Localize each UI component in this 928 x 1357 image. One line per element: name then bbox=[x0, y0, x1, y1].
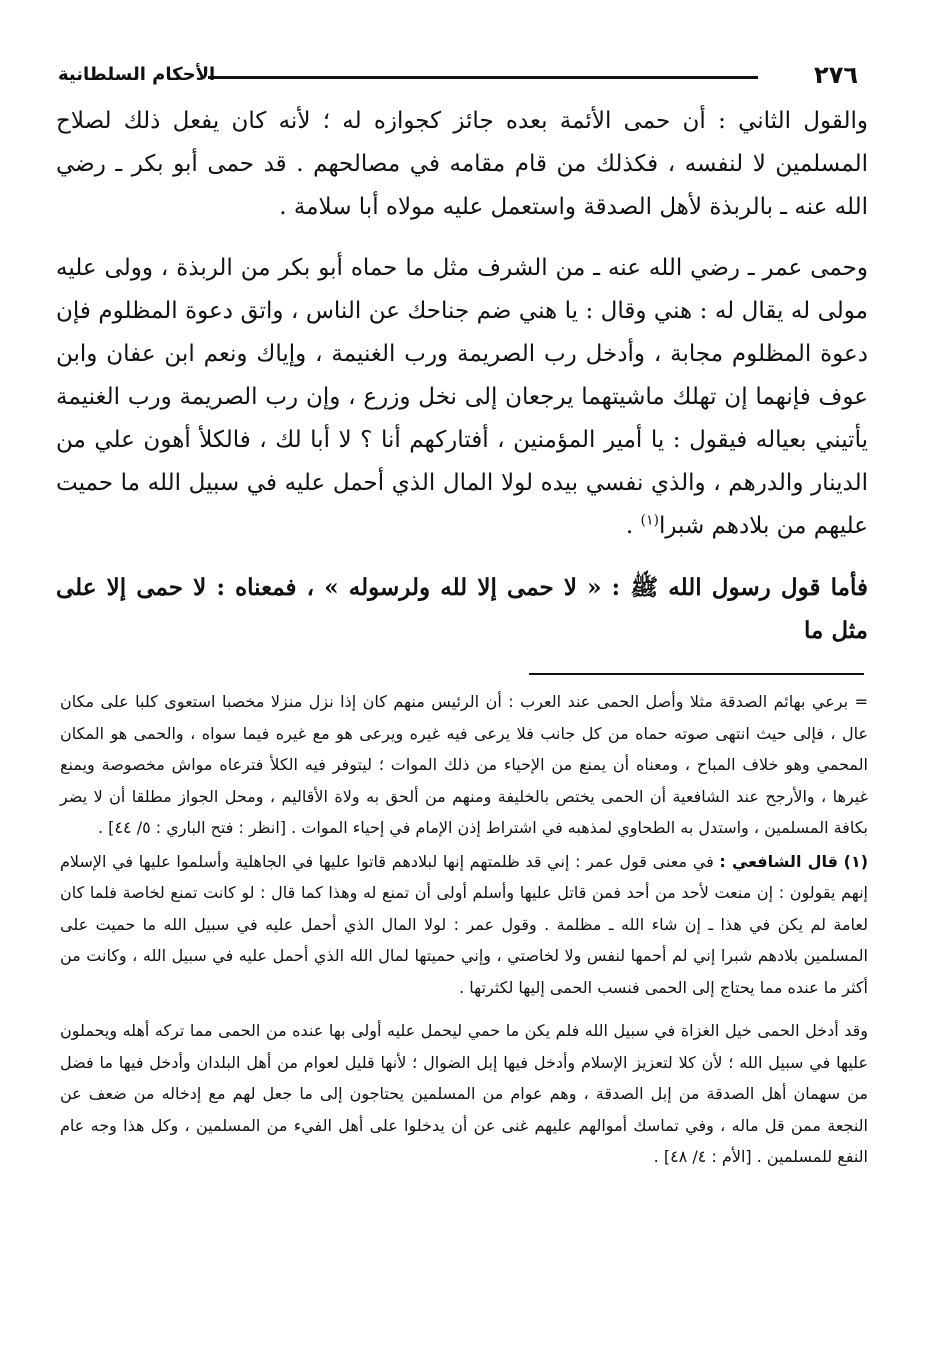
main-text bbox=[56, 100, 868, 670]
main-paragraph-text: فأما قول رسول الله ﷺ : « لا حمى إلا لله ولرسوله » ، فمعناه : لا حمى إلا على مثل ما bbox=[56, 574, 868, 644]
running-title: الأحكام السلطانية bbox=[58, 64, 216, 85]
footnote-marker: (١) bbox=[640, 512, 659, 529]
main-paragraph bbox=[56, 566, 868, 652]
footnote-continuation: = برعي بهائم الصدقة مثلا وأصل الحمى عند العرب : أن الرئيس منهم كان إذا نزل منزلا مخصبا استعوى كلبا على مكان عال ، فإلى حيث انتهى صوته حماه من كل جانب فلا يرعى فيه غيره ويرعى هو مع غيره فيما سواه ، والحمى هو المكان المحمي وهو خلاف المباح ، ومعناه أن يمنع من الإحياء من ذلك الموات ؛ ليتوفر فيه الكلأ فترعاه مواش مخصوصة ويمنع غيرها ، والأرجح عند الشافعية أن الحمى يختص بالخليفة ومنهم من ألحق به ولاة الأقاليم ، ومحل الجواز مطلقا أن لا يضر بكافة المسلمين ، واستدل به الطحاوي لمذهبه في اشتراط إذن الإمام في إحياء الموات . [انظر : فتح الباري : ٥/ ٤٤] . bbox=[60, 692, 868, 837]
footnote-1 bbox=[60, 846, 868, 1004]
header-rule bbox=[208, 76, 758, 79]
footnote-1-continued: وقد أدخل الحمى خيل الغزاة في سبيل الله فلم يكن ما حمي ليحمل عليه أولى بها عنده من الحمى مما تركه أهله ويحملون عليها في سبيل الله ؛ لأن كلا لتعزيز الإسلام وأدخل فيها إبل الضوال ؛ لأنها قليل لعوام من أهل البلدان وأدخل فيها ما فضل من سهمان أهل الصدقة من إبل الصدقة ، وهم عوام من المسلمين يحتاجون إلى ما جعل لهم مع إدخاله من ضعف عن النجعة ممن قل ماله ، وفي تماسك أموالهم عليهم غنى عن أن يدخلوا على أهل الفيء من المسلمين ، وكل هذا وجه عام النفع للمسلمين . [الأم : ٤/ ٤٨] . bbox=[60, 1021, 868, 1166]
footnote-number: (١) bbox=[843, 851, 869, 871]
page-header bbox=[58, 60, 858, 94]
footnote-label: قال الشافعي : bbox=[719, 851, 838, 871]
footnotes bbox=[60, 686, 868, 1173]
main-paragraph-text: وحمى عمر ـ رضي الله عنه ـ من الشرف مثل ما حماه أبو بكر من الربذة ، وولى عليه مولى له يقال له : هني وقال : يا هني ضم جناحك عن الناس ، واتق دعوة المظلوم فإن دعوة المظلوم مجابة ، وأدخل رب الصريمة ورب الغنيمة ، وإياك ونعم ابن عفان وابن عوف فإنهما إن تهلك ماشيتهما يرجعان إلى نخل وزرع ، وإن رب الصريمة ورب الغنيمة يأتيني بعياله فيقول : يا أمير المؤمنين ، أفتاركهم أنا ؟ لا أبا لك ، فالكلأ أهون علي من الدينار والدرهم ، والذي نفسي بيده لولا المال الذي أحمل عليه في سبيل الله ما حميت عليهم من بلادهم شبرا bbox=[56, 255, 868, 539]
footnote-separator bbox=[529, 673, 864, 675]
main-paragraph-text: والقول الثاني : أن حمى الأئمة بعده جائز كجوازه له ؛ لأنه كان يفعل ذلك لصلاح المسلمين لا لنفسه ، فكذلك من قام مقامه في مصالحهم . قد حمى أبو بكر ـ رضي الله عنه ـ بالربذة لأهل الصدقة واستعمل عليه مولاه أبا سلامة . bbox=[56, 108, 868, 220]
main-paragraph bbox=[56, 247, 868, 548]
footnote-text: في معنى قول عمر : إني قد ظلمتهم إنها لبلادهم قاتوا عليها في الجاهلية وأسلموا عليها في الإسلام إنهم يقولون : إن منعت لأحد من أحد فمن قاتل عليها وأسلم أولى أن تمنع له وهذا كما قال : لو كانت تمنع لخاصة فلما كان لعامة لم يكن في هذا ـ إن شاء الله ـ مظلمة . وقول عمر : لولا المال الذي أحمل عليه في سبيل الله ما حميت على المسلمين بلادهم شبرا إني لم أحمها لنفس ولا لخاصتي ، وإني حميتها لمال الله الذي أحمل عليه في سبيل الله ، وكانت من أكثر ما عنده مما يحتاج إلى الحمى فنسب الحمى إليها لكثرتها . bbox=[60, 851, 868, 997]
page-number: ٢٧٦ bbox=[814, 61, 858, 89]
main-paragraph bbox=[56, 100, 868, 229]
paragraph-end: . bbox=[625, 513, 641, 539]
